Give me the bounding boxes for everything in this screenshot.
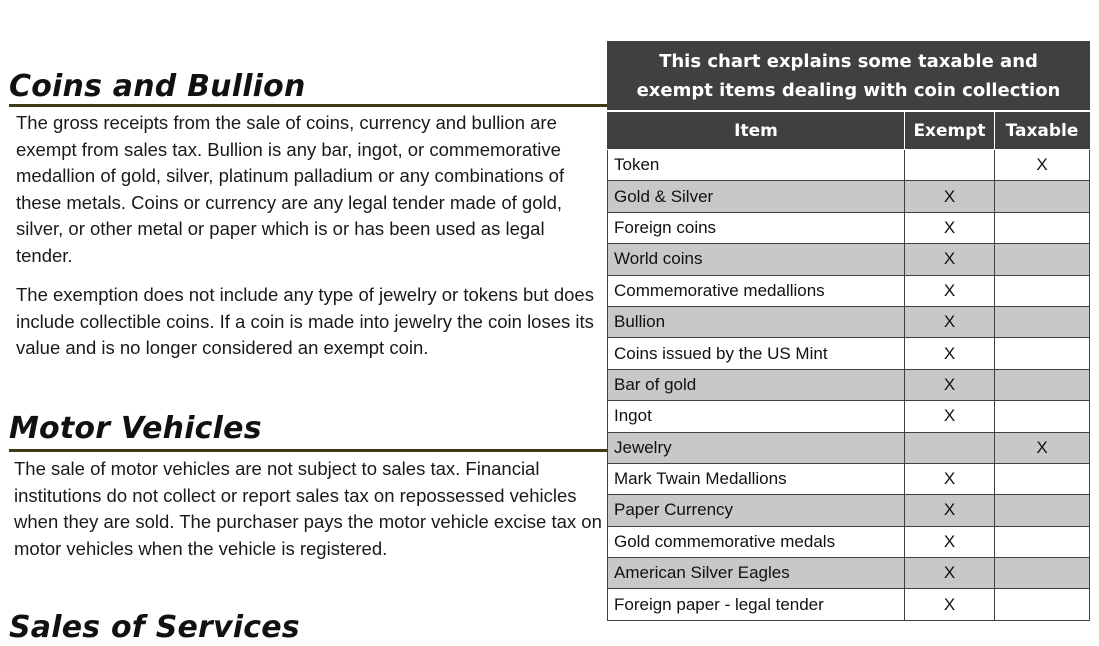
item-cell: Paper Currency xyxy=(608,495,905,526)
exempt-cell: X xyxy=(905,181,995,212)
exempt-cell: X xyxy=(905,589,995,620)
exempt-cell: X xyxy=(905,558,995,589)
section-title-motor-vehicles: Motor Vehicles xyxy=(9,411,262,446)
item-cell: Bullion xyxy=(608,306,905,337)
table-row xyxy=(608,432,1090,463)
item-cell: Mark Twain Medallions xyxy=(608,463,905,494)
table-row xyxy=(608,275,1090,306)
table-row xyxy=(608,150,1090,181)
table-row xyxy=(608,558,1090,589)
taxable-cell xyxy=(995,181,1090,212)
item-cell: Commemorative medallions xyxy=(608,275,905,306)
exempt-cell: X xyxy=(905,369,995,400)
taxable-cell xyxy=(995,463,1090,494)
taxable-cell: X xyxy=(995,150,1090,181)
section-title-sales-of-services: Sales of Services xyxy=(9,610,300,645)
item-cell: Bar of gold xyxy=(608,369,905,400)
table-row xyxy=(608,369,1090,400)
table-row xyxy=(608,589,1090,620)
exempt-cell: X xyxy=(905,244,995,275)
paragraph: The sale of motor vehicles are not subject to sales tax. Financial institutions do not collect or report sales tax on repossessed vehicles when they are sold. The purchaser pays the motor vehicle excise tax on motor vehicles when the vehicle is registered. xyxy=(14,458,602,559)
exempt-cell: X xyxy=(905,212,995,243)
column-header-exempt: Exempt xyxy=(905,111,995,150)
column-header-item: Item xyxy=(608,111,905,150)
exempt-cell: X xyxy=(905,275,995,306)
item-cell: American Silver Eagles xyxy=(608,558,905,589)
item-cell: Coins issued by the US Mint xyxy=(608,338,905,369)
taxable-cell xyxy=(995,306,1090,337)
item-cell: Token xyxy=(608,150,905,181)
taxable-cell xyxy=(995,495,1090,526)
taxable-cell xyxy=(995,369,1090,400)
table-row xyxy=(608,306,1090,337)
taxable-cell xyxy=(995,212,1090,243)
item-cell: Gold & Silver xyxy=(608,181,905,212)
taxable-cell xyxy=(995,401,1090,432)
taxable-cell: X xyxy=(995,432,1090,463)
exempt-cell: X xyxy=(905,463,995,494)
table-caption: This chart explains some taxable and exempt items dealing with coin collection xyxy=(608,42,1090,112)
item-cell: Ingot xyxy=(608,401,905,432)
exempt-cell: X xyxy=(905,495,995,526)
exempt-cell: X xyxy=(905,306,995,337)
item-cell: World coins xyxy=(608,244,905,275)
taxable-cell xyxy=(995,338,1090,369)
section-title-coins-and-bullion: Coins and Bullion xyxy=(9,69,306,104)
table-row xyxy=(608,526,1090,557)
paragraph: The exemption does not include any type of jewelry or tokens but does include collectible coins. If a coin is made into jewelry the coin loses its value and is no longer considered an exempt coin. xyxy=(16,284,594,359)
taxable-exempt-table xyxy=(607,41,1090,621)
paragraph: The gross receipts from the sale of coins, currency and bullion are exempt from sales tax. Bullion is any bar, ingot, or commemorative medallion of gold, silver, platinum palladium or any combinations of these metals. Coins or currency are any legal tender made of gold, silver, or other metal or paper which is or has been used as legal tender. xyxy=(16,112,565,266)
table-row xyxy=(608,181,1090,212)
taxable-cell xyxy=(995,244,1090,275)
section-divider xyxy=(9,449,607,452)
exempt-cell: X xyxy=(905,526,995,557)
column-header-taxable: Taxable xyxy=(995,111,1090,150)
item-cell: Jewelry xyxy=(608,432,905,463)
exempt-cell: X xyxy=(905,338,995,369)
table-row xyxy=(608,212,1090,243)
table-row xyxy=(608,401,1090,432)
taxable-cell xyxy=(995,275,1090,306)
taxable-cell xyxy=(995,526,1090,557)
table-row xyxy=(608,463,1090,494)
exempt-cell: X xyxy=(905,401,995,432)
table-row xyxy=(608,244,1090,275)
table-row xyxy=(608,338,1090,369)
section-divider xyxy=(9,104,607,107)
table-row xyxy=(608,495,1090,526)
item-cell: Foreign paper - legal tender xyxy=(608,589,905,620)
exempt-cell xyxy=(905,150,995,181)
item-cell: Foreign coins xyxy=(608,212,905,243)
taxable-cell xyxy=(995,558,1090,589)
taxable-cell xyxy=(995,589,1090,620)
item-cell: Gold commemorative medals xyxy=(608,526,905,557)
exempt-cell xyxy=(905,432,995,463)
